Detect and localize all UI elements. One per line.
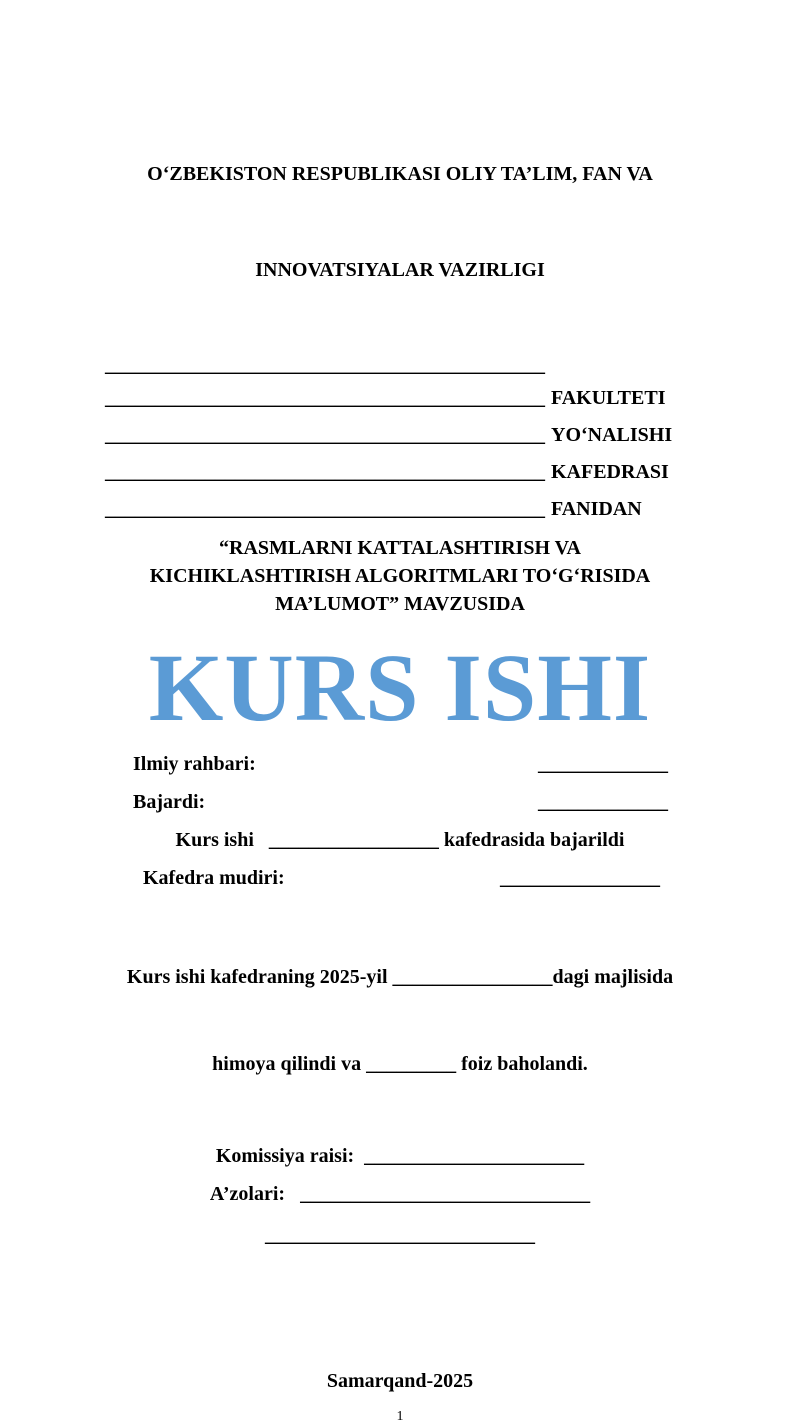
direction-blank: ____________________________________________ xyxy=(105,424,545,446)
department-label: KAFEDRASI xyxy=(551,461,669,483)
ministry-header-line1: OʻZBEKISTON RESPUBLIKASI OLIY TA’LIM, FAN VA xyxy=(147,163,653,185)
done-at-line xyxy=(105,821,695,859)
department-head-blank: ________________ xyxy=(500,867,660,889)
defense-line2-prefix: himoya qilindi va xyxy=(212,1053,367,1075)
done-at-prefix: Kurs ishi xyxy=(175,829,269,851)
members-row xyxy=(105,1175,695,1213)
direction-label: YOʻNALISHI xyxy=(551,424,673,446)
chairman-blank: ______________________ xyxy=(364,1145,585,1167)
faculty-row xyxy=(105,380,695,417)
department-blank: ____________________________________________ xyxy=(105,461,545,483)
done-at-blank: _________________ xyxy=(268,829,439,851)
faculty-blank: ____________________________________________ xyxy=(105,387,545,409)
defense-line1-blank: ________________ xyxy=(392,966,553,988)
ministry-header-line2: INNOVATSIYALAR VAZIRLIGI xyxy=(255,259,545,281)
department-row xyxy=(105,454,695,491)
supervisor-label: Ilmiy rahbari: xyxy=(133,753,256,775)
department-head-row xyxy=(105,859,695,897)
subject-blank: ____________________________________________ xyxy=(105,498,545,520)
city-year: Samarqand-2025 xyxy=(326,1370,474,1392)
chairman-row xyxy=(105,1137,695,1175)
members-label: A’zolari: xyxy=(209,1183,301,1205)
institution-blank-line: ____________________________________________ xyxy=(105,354,545,376)
department-head-label: Kafedra mudiri: xyxy=(143,867,285,889)
topic-line1: “RASMLARNI KATTALASHTIRISH VA xyxy=(219,537,581,559)
defense-paragraph xyxy=(105,905,695,1137)
page-number: 1 xyxy=(396,1409,404,1424)
faculty-label: FAKULTETI xyxy=(551,387,666,409)
supervisor-row xyxy=(105,745,695,783)
defense-line1 xyxy=(105,963,695,992)
direction-row xyxy=(105,417,695,454)
topic-line2: KICHIKLASHTIRISH ALGORITMLARI TOʻGʻRISIDA xyxy=(149,565,651,587)
main-title: KURS ISHI xyxy=(148,634,652,741)
members-blank: _____________________________ xyxy=(300,1183,591,1205)
author-row xyxy=(105,783,695,821)
defense-line2-blank: _________ xyxy=(366,1053,457,1075)
author-blank: _____________ xyxy=(538,791,668,813)
signature-section xyxy=(105,745,695,1257)
defense-line1-prefix: Kurs ishi kafedraning 2025-yil xyxy=(126,966,393,988)
done-at-suffix: kafedrasida bajarildi xyxy=(438,829,625,851)
ministry-header xyxy=(105,94,695,350)
topic-title xyxy=(105,534,695,618)
author-label: Bajardi: xyxy=(133,791,206,813)
defense-line1-suffix: dagi majlisida xyxy=(552,966,674,988)
subject-label: FANIDAN xyxy=(551,498,642,520)
defense-line2 xyxy=(105,1050,695,1079)
topic-line3: MA’LUMOT” MAVZUSIDA xyxy=(275,593,525,615)
chairman-label: Komissiya raisi: xyxy=(215,1145,365,1167)
supervisor-blank: _____________ xyxy=(538,753,668,775)
defense-line2-suffix: foiz baholandi. xyxy=(456,1053,588,1075)
members-extra-blank-line: ___________________________ xyxy=(265,1224,535,1246)
subject-row xyxy=(105,491,695,528)
